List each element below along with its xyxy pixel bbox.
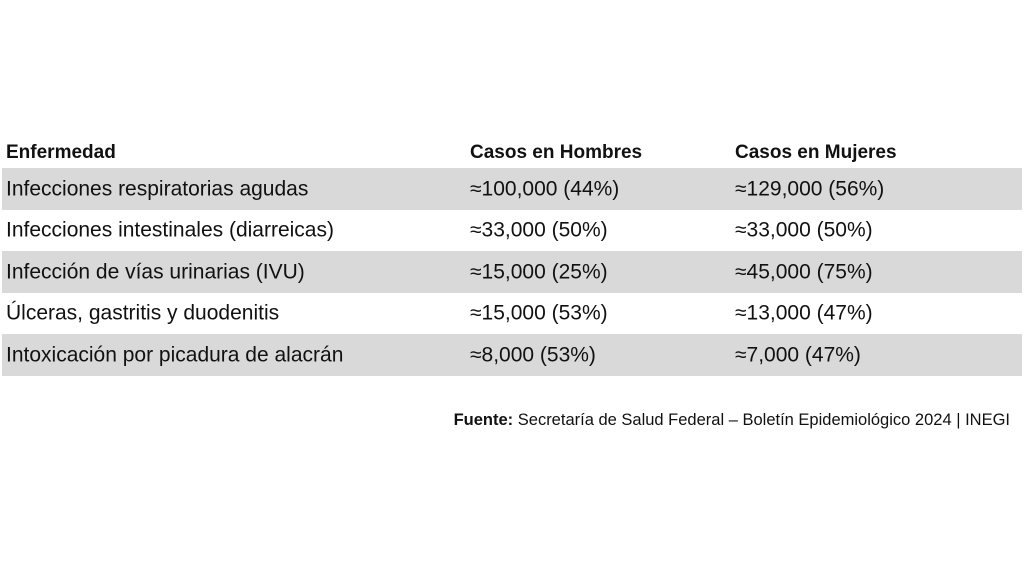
table-row — [2, 293, 1022, 335]
female-cases: ≈13,000 (47%) — [735, 301, 873, 325]
disease-name: Intoxicación por picadura de alacrán — [6, 343, 344, 367]
male-cases: ≈15,000 (25%) — [470, 260, 608, 284]
female-cases: ≈45,000 (75%) — [735, 260, 873, 284]
source-note — [454, 411, 1010, 430]
disease-name: Infecciones respiratorias agudas — [6, 177, 309, 201]
disease-cases-table — [2, 134, 1022, 376]
table-row — [2, 168, 1022, 210]
female-cases: ≈129,000 (56%) — [735, 177, 885, 201]
female-cases: ≈7,000 (47%) — [735, 343, 861, 367]
header-casos-hombres: Casos en Hombres — [470, 142, 643, 163]
table-row — [2, 210, 1022, 252]
disease-name: Infección de vías urinarias (IVU) — [6, 260, 305, 284]
header-enfermedad: Enfermedad — [6, 142, 116, 163]
source-text: Secretaría de Salud Federal – Boletín Epidemiológico 2024 | INEGI — [513, 411, 1010, 429]
male-cases: ≈15,000 (53%) — [470, 301, 608, 325]
female-cases: ≈33,000 (50%) — [735, 218, 873, 242]
male-cases: ≈100,000 (44%) — [470, 177, 620, 201]
source-label: Fuente: — [453, 411, 514, 429]
disease-name: Úlceras, gastritis y duodenitis — [6, 301, 280, 325]
header-casos-mujeres: Casos en Mujeres — [735, 142, 897, 163]
male-cases: ≈8,000 (53%) — [470, 343, 596, 367]
disease-name: Infecciones intestinales (diarreicas) — [6, 218, 334, 242]
table-row — [2, 251, 1022, 293]
table-header-row — [2, 134, 1022, 168]
table-row — [2, 334, 1022, 376]
male-cases: ≈33,000 (50%) — [470, 218, 608, 242]
